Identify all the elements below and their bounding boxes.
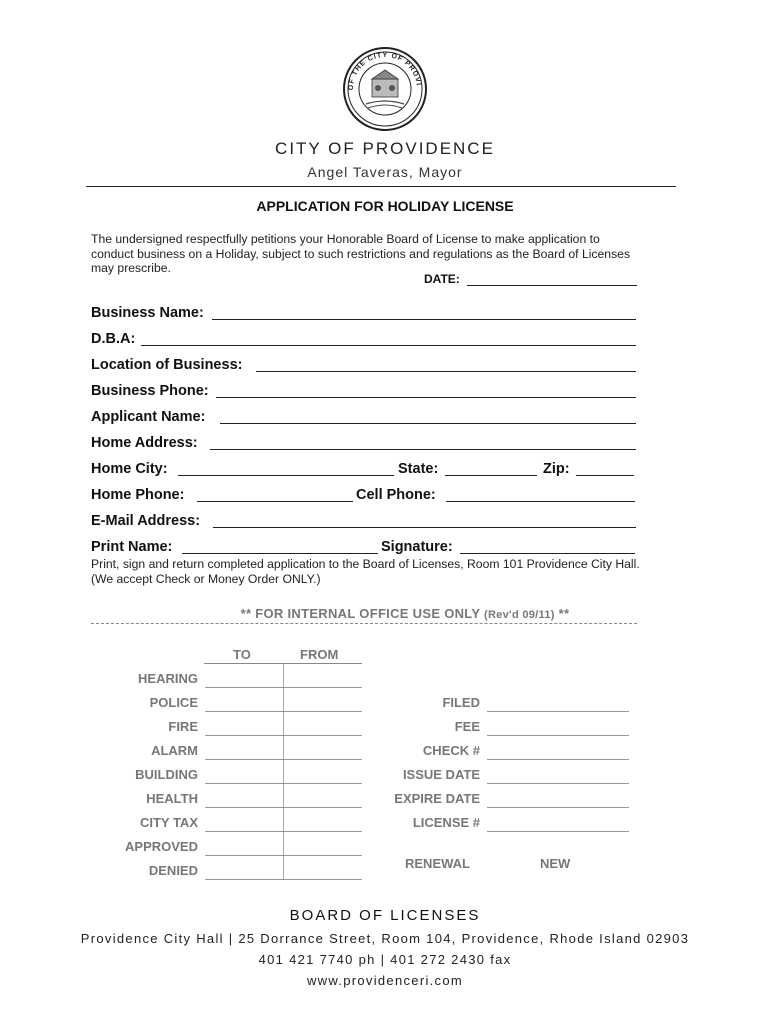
hearing-field[interactable]	[205, 687, 362, 688]
signature-field[interactable]	[460, 553, 635, 554]
routing-grid-divider	[283, 664, 284, 879]
license-number-label: LICENSE #	[412, 815, 480, 830]
filed-field[interactable]	[487, 711, 629, 712]
home-address-label: Home Address:	[91, 435, 198, 451]
issue-date-field[interactable]	[487, 783, 629, 784]
denied-field[interactable]	[205, 879, 362, 880]
check-number-label: CHECK #	[422, 743, 480, 758]
expire-date-label: EXPIRE DATE	[394, 791, 480, 806]
footer-address: Providence City Hall | 25 Dorrance Street, Room 104, Providence, Rhode Island 02903	[80, 931, 690, 946]
approved-label: APPROVED	[125, 839, 198, 854]
license-number-field[interactable]	[487, 831, 629, 832]
expire-date-field[interactable]	[487, 807, 629, 808]
fire-label: FIRE	[168, 719, 198, 734]
mayor-name: Angel Taveras, Mayor	[307, 164, 463, 180]
internal-use-title-end: **	[558, 606, 570, 621]
internal-use-divider	[91, 623, 637, 624]
home-city-label: Home City:	[91, 461, 168, 477]
state-field[interactable]	[445, 475, 537, 476]
applicant-name-field[interactable]	[220, 423, 636, 424]
alarm-label: ALARM	[151, 743, 198, 758]
email-field[interactable]	[213, 527, 636, 528]
state-label: State:	[398, 461, 439, 477]
home-address-field[interactable]	[210, 449, 636, 450]
renewal-option[interactable]: RENEWAL	[405, 856, 470, 871]
city-tax-field[interactable]	[205, 831, 362, 832]
fee-label: FEE	[454, 719, 480, 734]
return-instructions: Print, sign and return completed application to the Board of Licenses, Room 101 Providence City Hall. (We accept Check or Money Order ONLY.)	[91, 557, 640, 586]
hearing-label: HEARING	[138, 671, 198, 686]
alarm-field[interactable]	[205, 759, 362, 760]
intro-paragraph: The undersigned respectfully petitions your Honorable Board of License to make application to conduct business on a Holiday, subject to such restrictions and regulations as the Board of Licenses may prescribe.	[91, 232, 631, 275]
business-name-field[interactable]	[212, 319, 636, 320]
police-label: POLICE	[149, 695, 198, 710]
home-phone-field[interactable]	[197, 501, 353, 502]
print-name-field[interactable]	[182, 553, 378, 554]
footer-website[interactable]: www.providenceri.com	[306, 973, 464, 988]
business-phone-label: Business Phone:	[91, 383, 209, 399]
cell-phone-label: Cell Phone:	[356, 487, 436, 503]
fire-field[interactable]	[205, 735, 362, 736]
home-city-field[interactable]	[178, 475, 394, 476]
email-label: E-Mail Address:	[91, 513, 201, 529]
new-option[interactable]: NEW	[540, 856, 571, 871]
business-phone-field[interactable]	[216, 397, 636, 398]
issue-date-label: ISSUE DATE	[402, 767, 480, 782]
signature-label: Signature:	[381, 539, 453, 555]
location-field[interactable]	[256, 371, 636, 372]
svg-text:SEAL OF THE CITY OF PROVIDENCE: OF THE CITY OF PROVI	[347, 51, 422, 91]
from-column-header: FROM	[300, 647, 339, 662]
zip-label: Zip:	[543, 461, 570, 477]
city-name: CITY OF PROVIDENCE	[275, 139, 495, 158]
form-title: APPLICATION FOR HOLIDAY LICENSE	[256, 198, 514, 214]
check-number-field[interactable]	[487, 759, 629, 760]
police-field[interactable]	[205, 711, 362, 712]
board-name: BOARD OF LICENSES	[289, 907, 481, 924]
internal-use-heading	[0, 606, 720, 621]
denied-label: DENIED	[148, 863, 198, 878]
date-field[interactable]	[467, 285, 637, 286]
dba-field[interactable]	[141, 345, 636, 346]
zip-field[interactable]	[576, 475, 634, 476]
home-phone-label: Home Phone:	[91, 487, 185, 503]
building-field[interactable]	[205, 783, 362, 784]
revision-date: (Rev'd 09/11)	[484, 609, 555, 621]
to-column-header: TO	[233, 647, 251, 662]
health-field[interactable]	[205, 807, 362, 808]
city-seal	[342, 46, 428, 132]
location-label: Location of Business:	[91, 357, 243, 373]
fee-field[interactable]	[487, 735, 629, 736]
health-label: HEALTH	[146, 791, 198, 806]
city-tax-label: CITY TAX	[139, 815, 198, 830]
header-divider	[86, 186, 676, 187]
filed-label: FILED	[442, 695, 480, 710]
footer-phone: 401 421 7740 ph | 401 272 2430 fax	[258, 952, 512, 967]
dba-label: D.B.A:	[91, 331, 136, 347]
internal-use-title: ** FOR INTERNAL OFFICE USE ONLY	[240, 606, 481, 621]
business-name-label: Business Name:	[91, 305, 204, 321]
print-name-label: Print Name:	[91, 539, 173, 555]
building-label: BUILDING	[135, 767, 198, 782]
approved-field[interactable]	[205, 855, 362, 856]
date-label: DATE:	[424, 272, 460, 286]
applicant-name-label: Applicant Name:	[91, 409, 206, 425]
cell-phone-field[interactable]	[446, 501, 635, 502]
